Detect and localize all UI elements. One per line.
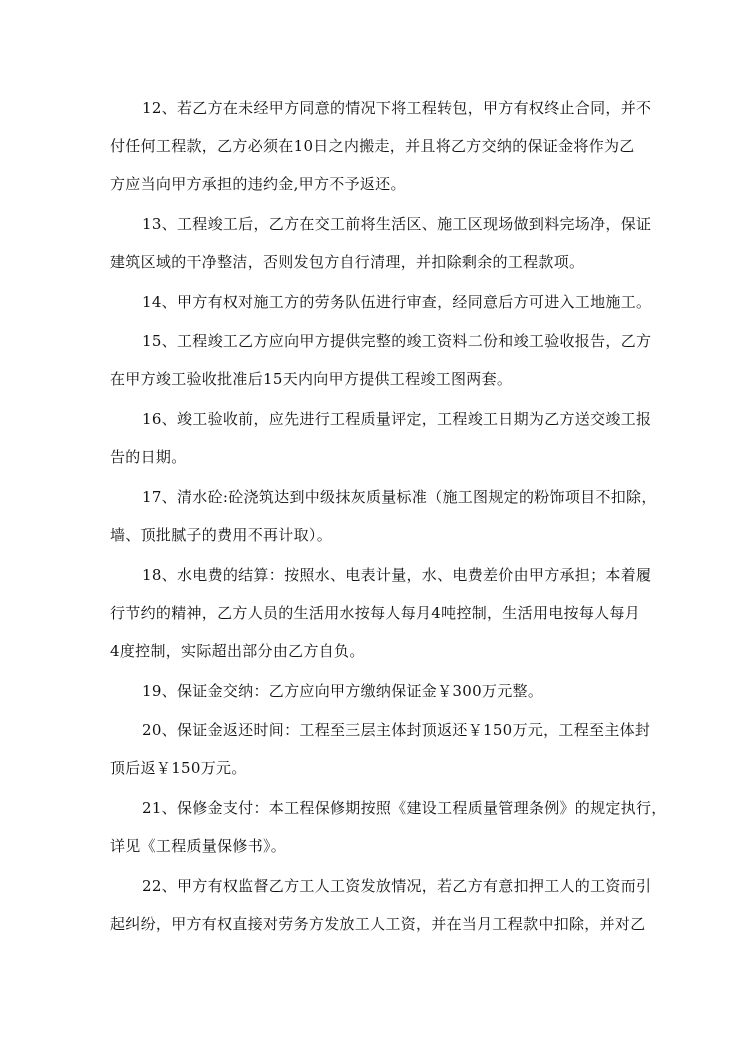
clause-18-line-3: 4度控制，实际超出部分由乙方自负。 (110, 642, 365, 660)
clause-14-line-1: 14、甲方有权对施工方的劳务队伍进行审查，经同意后方可进入工地施工。 (142, 293, 652, 311)
clause-21-line-2: 详见《工程质量保修书》。 (110, 837, 287, 855)
clause-17-line-1: 17、清水砼:砼浇筑达到中级抹灰质量标准（施工图规定的粉饰项目不扣除， (142, 488, 657, 506)
clause-15-line-1: 15、工程竣工乙方应向甲方提供完整的竣工资料二份和竣工验收报告，乙方 (142, 332, 652, 350)
clause-12-line-1: 12、若乙方在未经甲方同意的情况下将工程转包，甲方有权终止合同，并不 (142, 99, 652, 117)
clause-22-line-1: 22、甲方有权监督乙方工人工资发放情况，若乙方有意扣押工人的工资而引 (142, 877, 652, 895)
clause-21-line-1: 21、保修金支付：本工程保修期按照《建设工程质量管理条例》的规定执行， (142, 799, 667, 817)
clause-12-line-3: 方应当向甲方承担的违约金,甲方不予返还。 (110, 175, 406, 193)
clause-15-line-2: 在甲方竣工验收批准后15天内向甲方提供工程竣工图两套。 (110, 370, 513, 388)
clause-20-line-1: 20、保证金返还时间：工程至三层主体封顶返还￥150万元，工程至主体封 (142, 721, 651, 739)
clause-19-line-1: 19、保证金交纳：乙方应向甲方缴纳保证金￥300万元整。 (142, 682, 544, 700)
clause-13-line-2: 建筑区域的干净整洁，否则发包方自行清理，并扣除剩余的工程款项。 (110, 253, 585, 271)
clause-12-line-2: 付任何工程款，乙方必须在10日之内搬走，并且将乙方交纳的保证金将作为乙 (110, 137, 635, 155)
clause-17-line-2: 墙、顶批腻子的费用不再计取）。 (110, 526, 333, 544)
clause-18-line-2: 行节约的精神，乙方人员的生活用水按每人每月4吨控制，生活用电按每人每月 (110, 604, 641, 622)
clause-18-line-1: 18、水电费的结算：按照水、电表计量，水、电费差价由甲方承担；本着履 (142, 566, 652, 584)
clause-16-line-1: 16、竣工验收前，应先进行工程质量评定，工程竣工日期为乙方送交竣工报 (142, 410, 652, 428)
clause-20-line-2: 顶后返￥150万元。 (110, 759, 247, 777)
clause-22-line-2: 起纠纷，甲方有权直接对劳务方发放工人工资，并在当月工程款中扣除，并对乙 (110, 915, 646, 933)
clause-16-line-2: 告的日期。 (110, 448, 187, 466)
clause-13-line-1: 13、工程竣工后，乙方在交工前将生活区、施工区现场做到料完场净，保证 (142, 215, 652, 233)
